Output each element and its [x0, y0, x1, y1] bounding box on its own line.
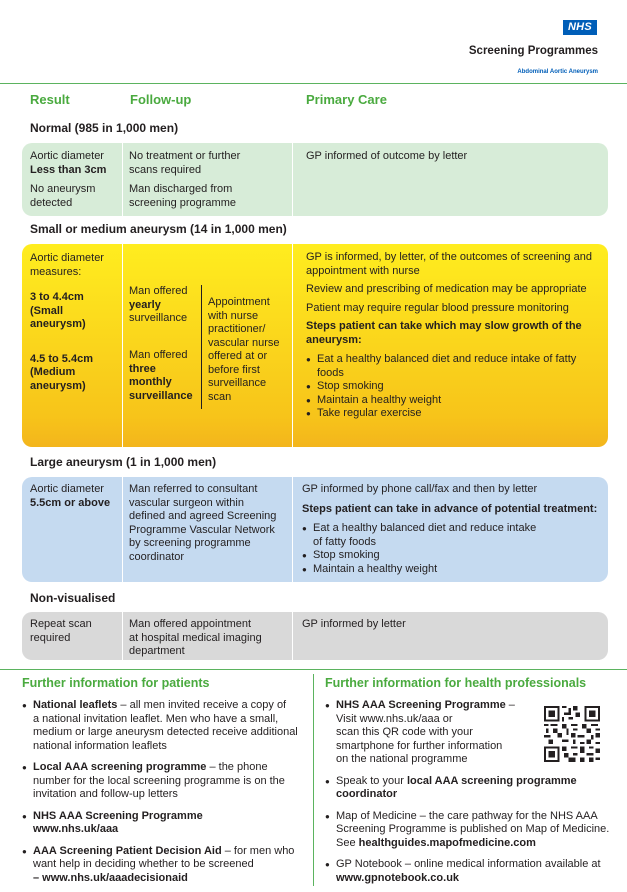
small-follow-up-monthly: Man offered three monthly surveillance	[129, 349, 193, 402]
large-follow-up: Man referred to consultant vascular surgeon within defined and agreed Screening Programme Vascular Network by screening programme coordinator	[129, 483, 277, 563]
nonvis-follow-up: Man offered appointment at hospital medical imaging department	[129, 618, 262, 657]
column-follow-up: Follow-up	[130, 92, 192, 107]
small-steps-list	[306, 353, 602, 421]
professionals-heading: Further information for health professionals	[325, 676, 587, 690]
large-steps-list	[302, 522, 602, 576]
list-item: ● NHS AAA Screening Programme – Visit www.nhs.uk/aaa or scan this QR code with your smartphone for further information on the national programme	[325, 699, 615, 767]
small-result: Aortic diameter measures: 3 to 4.4cm (Small aneurysm) 4.5 to 5.4cm (Medium aneurysm)	[30, 252, 104, 392]
nhs-aaa-link[interactable]: www.nhs.uk/aaa	[33, 823, 119, 835]
small-primary-care: GP is informed, by letter, of the outcomes of screening and appointment with nurse Review and prescribing of medication may be appropriate Patient may require regular blood pressure monitoring Steps patient can take which may slow growth of the aneurysm: ● Eat a healthy balanced diet and reduce intake of fatty foods ● Stop smoking ● Maintain a healthy weight ● Take regular exercise	[306, 251, 602, 421]
list-item: ● Stop smoking	[302, 549, 602, 563]
small-heading: Small or medium aneurysm (14 in 1,000 men)	[30, 222, 287, 236]
list-item: ● National leaflets – all men invited receive a copy of a national invitation leaflet. Men who have a small, medium or large aneurysm detected receive additional national information leaflets	[22, 699, 304, 753]
column-primary-care: Primary Care	[306, 92, 387, 107]
column-result: Result	[30, 92, 70, 107]
normal-heading: Normal (985 in 1,000 men)	[30, 121, 179, 135]
header-divider	[0, 83, 627, 84]
footer-divider	[0, 669, 627, 670]
gpnotebook-link[interactable]: www.gpnotebook.co.uk	[336, 871, 460, 884]
normal-follow-up: No treatment or further scans required Man discharged from screening programme	[129, 150, 241, 209]
patients-list	[22, 699, 304, 892]
large-result: Aortic diameter 5.5cm or above	[30, 483, 111, 509]
list-item: ● Stop smoking	[306, 380, 602, 394]
normal-divider-1	[122, 143, 123, 216]
list-item: ● Speak to your local AAA screening programme coordinator	[325, 775, 615, 802]
list-item: ● Maintain a healthy weight	[302, 563, 602, 577]
patients-heading: Further information for patients	[22, 676, 210, 690]
large-heading: Large aneurysm (1 in 1,000 men)	[30, 455, 217, 469]
list-item: ● Map of Medicine – the care pathway for the NHS AAA Screening Programme is published on Map of Medicine. See healthguides.mapofmedicine.com	[325, 810, 615, 851]
list-item: ● NHS AAA Screening Programme www.nhs.uk/aaa	[22, 810, 304, 837]
list-item: ● Eat a healthy balanced diet and reduce intake of fatty foods	[306, 353, 602, 380]
nonvis-primary-care: GP informed by letter	[302, 618, 406, 630]
large-divider-2	[292, 477, 293, 582]
list-item: ● GP Notebook – online medical information available at www.gpnotebook.co.uk	[325, 858, 615, 885]
list-item: ● Maintain a healthy weight	[306, 394, 602, 408]
list-item: ● AAA Screening Patient Decision Aid – for men who want help in deciding whether to be screened – www.nhs.uk/aaadecisionaid	[22, 845, 304, 886]
nonvis-heading: Non-visualised	[30, 591, 116, 605]
normal-divider-2	[292, 143, 293, 216]
small-divider-2	[292, 244, 293, 447]
nonvis-result: Repeat scan required	[30, 618, 92, 644]
large-primary-care: GP informed by phone call/fax and then by letter Steps patient can take in advance of potential treatment: ● Eat a healthy balanced diet and reduce intake of fatty foods ● Stop smoking ● Maintain a healthy weight	[302, 483, 602, 576]
decision-aid-link[interactable]: – www.nhs.uk/aaadecisionaid	[33, 871, 188, 884]
footer-column-divider	[313, 674, 314, 886]
programme-title: Screening Programmes	[468, 45, 598, 57]
large-divider-1	[122, 477, 123, 582]
small-divider-1	[122, 244, 123, 447]
normal-primary-care: GP informed of outcome by letter	[306, 150, 468, 162]
qr-code-icon[interactable]	[544, 706, 600, 762]
small-follow-up-yearly: Man offered yearly surveillance	[129, 285, 188, 324]
normal-result: Aortic diameter Less than 3cm No aneurysm detected	[30, 150, 107, 209]
programme-subtitle: Abdominal Aortic Aneurysm	[517, 69, 598, 75]
map-of-medicine-link[interactable]: healthguides.mapofmedicine.com	[358, 836, 536, 849]
list-item: ● Local AAA screening programme – the phone number for the local screening programme is on the invitation and follow-up letters	[22, 761, 304, 802]
nonvis-divider-2	[292, 612, 293, 660]
list-item: ● Take regular exercise	[306, 407, 602, 421]
small-appointment: Appointment with nurse practitioner/ vascular nurse offered at or before first surveillance scan	[208, 296, 280, 403]
small-inner-divider	[201, 285, 202, 409]
list-item: ● Eat a healthy balanced diet and reduce intake of fatty foods	[302, 522, 602, 549]
nhs-logo: NHS	[563, 20, 597, 35]
nonvis-divider-1	[122, 612, 123, 660]
